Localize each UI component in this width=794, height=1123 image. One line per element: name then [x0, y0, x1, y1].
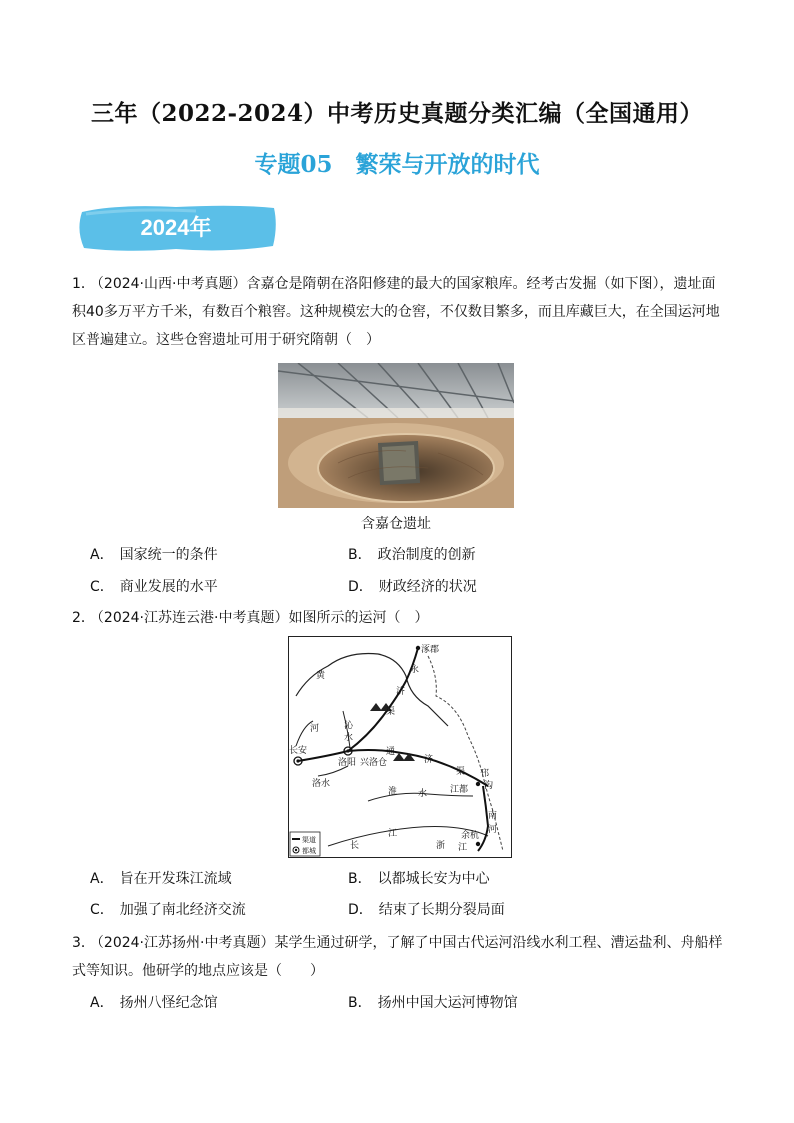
map-label-qu: 渠 [386, 707, 396, 717]
map-label-luoshui: 洛水 [312, 779, 331, 789]
map-label-zhe: 浙 [436, 841, 446, 851]
question-3 [72, 929, 724, 985]
map-label-changan: 长安 [289, 746, 308, 756]
map-label-qin: 沁 [344, 721, 354, 731]
option-letter: B． [348, 995, 372, 1011]
map-label-jiangdu: 江都 [450, 785, 469, 795]
question-2 [72, 604, 724, 632]
map-label-huang: 黄 [316, 671, 326, 681]
option-text: 结束了长期分裂局面 [378, 902, 505, 918]
map-label-he2: 河 [488, 825, 498, 835]
page-title: 三年（2022-2024）中考历史真题分类汇编（全国通用） [90, 100, 704, 127]
map-label-gou: 沟 [484, 781, 494, 791]
option-letter: C． [90, 902, 114, 918]
year-label: 2024年 [140, 215, 212, 240]
map-label-shui: 水 [344, 733, 354, 743]
photo-caption: 含嘉仓遗址 [361, 516, 431, 532]
question-text: （2024·江苏扬州·中考真题）某学生通过研学，了解了中国古代运河沿线水利工程、漕运盐利、舟船样式等知识。他研学的地点应该是（ ） [72, 935, 723, 979]
option-letter: C． [90, 579, 114, 595]
option-letter: B． [348, 871, 372, 887]
hanjiacang-site-photo [278, 363, 514, 508]
option-text: 政治制度的创新 [377, 547, 476, 563]
option-letter: A． [90, 995, 114, 1011]
option-text: 扬州中国大运河博物馆 [377, 995, 518, 1011]
q3-option-b[interactable] [348, 993, 518, 1013]
q2-option-c[interactable] [90, 900, 246, 920]
map-label-yuhang: 余杭 [461, 831, 480, 841]
question-number: 2． [72, 610, 95, 626]
map-label-ji: 济 [396, 687, 406, 697]
map-label-nan: 南 [488, 811, 498, 821]
option-text: 国家统一的条件 [119, 547, 218, 563]
question-1 [72, 270, 724, 354]
q2-option-d[interactable] [348, 900, 505, 920]
option-letter: A． [90, 547, 114, 563]
option-letter: D． [348, 902, 373, 918]
q1-option-a[interactable] [90, 545, 218, 565]
option-text: 以都城长安为中心 [377, 871, 490, 887]
question-number: 3． [72, 935, 95, 951]
map-label-zhuojun: 涿郡 [421, 645, 440, 655]
map-label-xingluocang: 兴洛仓 [360, 758, 388, 768]
option-letter: B． [348, 547, 372, 563]
year-banner [76, 202, 278, 254]
option-text: 旨在开发珠江流域 [119, 871, 232, 887]
map-label-chang: 长 [350, 841, 360, 851]
map-label-qu2: 渠 [456, 767, 466, 777]
option-text: 财政经济的状况 [378, 579, 477, 595]
question-text: （2024·江苏连云港·中考真题）如图所示的运河（ ） [96, 610, 429, 626]
map-label-luoyang: 洛阳 [338, 758, 357, 768]
option-text: 加强了南北经济交流 [119, 902, 246, 918]
map-label-yong: 永 [410, 665, 420, 675]
option-letter: A． [90, 871, 114, 887]
map-label-he: 河 [310, 724, 320, 734]
map-label-jiang2: 江 [458, 843, 468, 853]
q1-option-d[interactable] [348, 577, 477, 597]
question-number: 1． [72, 276, 95, 292]
q2-option-b[interactable] [348, 869, 490, 889]
legend-canal: 渠道 [302, 836, 316, 844]
q3-option-a[interactable] [90, 993, 218, 1013]
legend-capital: 都城 [302, 847, 316, 855]
map-label-tong: 通 [386, 747, 396, 757]
map-legend [290, 832, 320, 856]
map-label-ji2: 济 [424, 755, 434, 765]
option-text: 商业发展的水平 [119, 579, 218, 595]
grand-canal-map [288, 636, 512, 858]
map-label-jiang: 江 [388, 829, 398, 839]
q1-option-b[interactable] [348, 545, 476, 565]
map-label-han: 邗 [480, 769, 490, 779]
topic-subtitle: 专题05 繁荣与开放的时代 [254, 151, 540, 178]
option-letter: D． [348, 579, 373, 595]
option-text: 扬州八怪纪念馆 [119, 995, 218, 1011]
map-label-huai: 淮 [388, 787, 398, 797]
map-label-shui2: 水 [418, 789, 428, 799]
q2-option-a[interactable] [90, 869, 232, 889]
q1-option-c[interactable] [90, 577, 218, 597]
question-text: （2024·山西·中考真题）含嘉仓是隋朝在洛阳修建的最大的国家粮库。经考古发掘（如下图），遗址面积40多万平方千米，有数百个粮窖。这种规模宏大的仓窖，不仅数目繁多，而且库藏巨大，在全国运河地区普遍建立。这些仓窖遗址可用于研究隋朝（ ） [72, 276, 720, 348]
